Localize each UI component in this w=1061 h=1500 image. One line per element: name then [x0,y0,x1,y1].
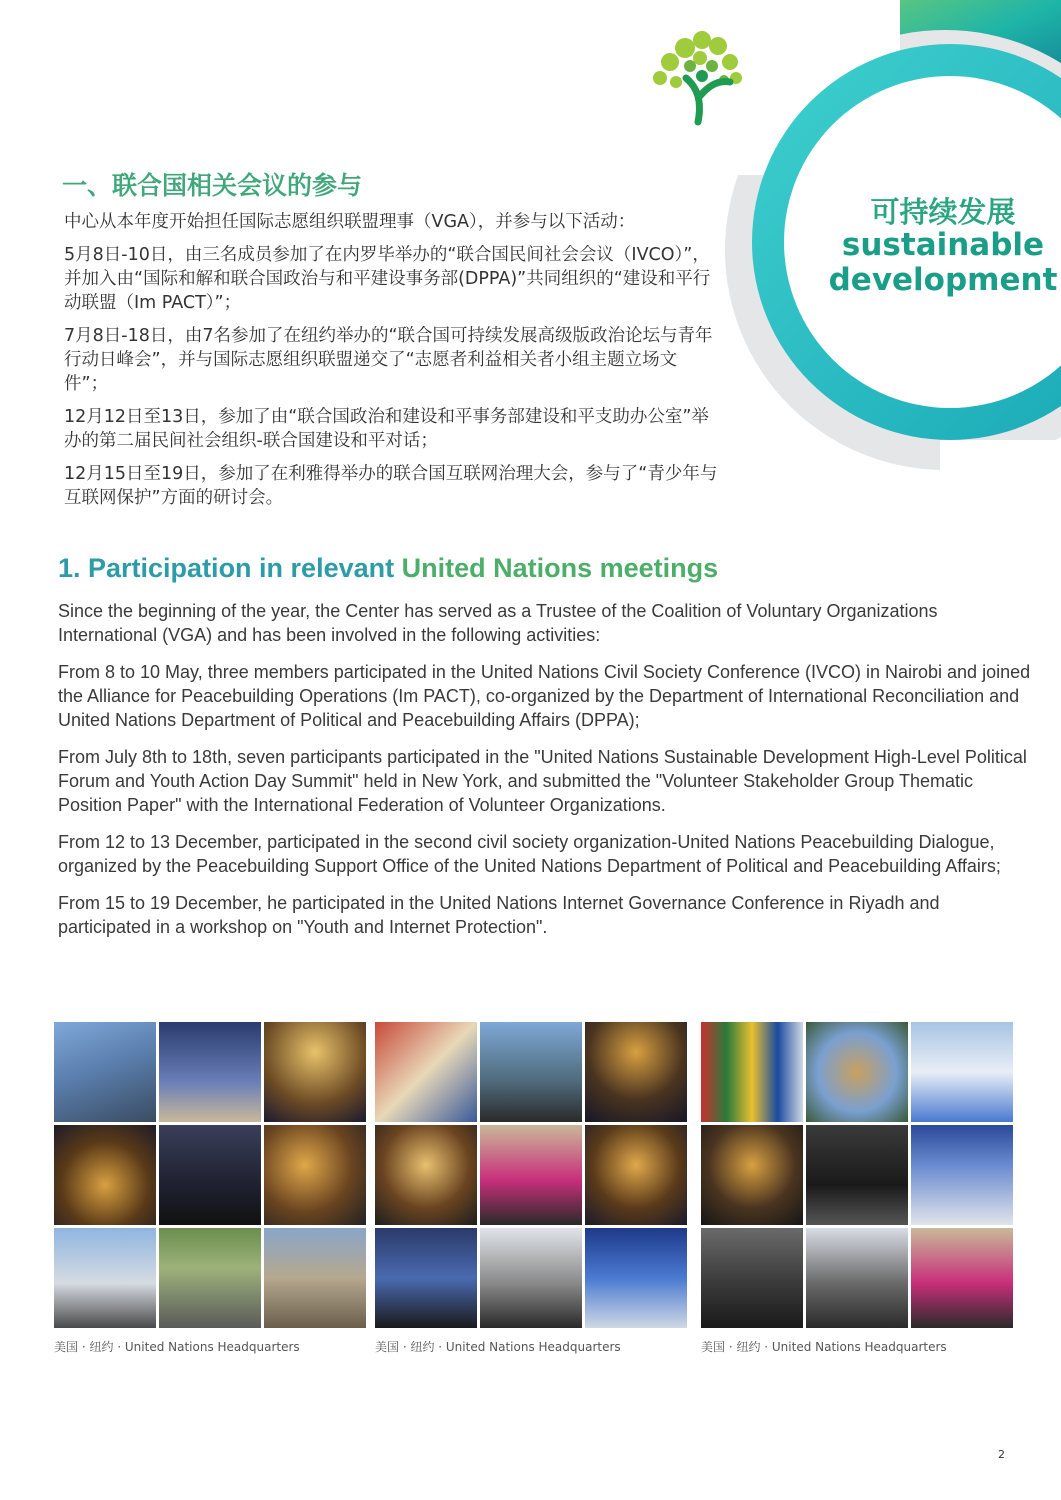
photo [264,1022,366,1122]
photo [701,1022,803,1122]
en-section-body [58,599,1033,952]
cn-paragraph: 7月8日-18日，由7名参加了在纽约举办的“联合国可持续发展高级版政治论坛与青年行动日峰会”，并与国际志愿组织联盟递交了“志愿者利益相关者小组主题立场文件”； [64,326,713,394]
gallery-caption: 美国 · 纽约 · United Nations Headquarters [54,1340,300,1354]
cn-paragraph: 5月8日-10日，由三名成员参加了在内罗毕举办的“联合国民间社会会议（IVCO）”，并加入由“国际和解和联合国政治与和平建设事务部(DPPA)”共同组织的“建设和平行动联盟（Im PACT）”； [64,245,711,313]
photo [159,1228,261,1328]
en-title-part2: United Nations meetings [401,553,719,583]
badge-en-line1: sustainable [841,227,1045,263]
photo-gallery-3 [701,1022,1013,1355]
photo [911,1022,1013,1122]
photo [54,1022,156,1122]
badge-en-line2: development [828,261,1058,298]
photo [585,1228,687,1328]
gallery-caption: 美国 · 纽约 · United Nations Headquarters [701,1340,947,1354]
en-paragraph: From 8 to 10 May, three members participated in the United Nations Civil Society Conference (IVCO) in Nairobi and joined the Alliance for Peacebuilding Operations (Im PACT), co-organized by the Department of International Reconciliation and United Nations Department of Political and Peacebuilding Affairs (DPPA); [58,662,1031,730]
photo [480,1022,582,1122]
photo [585,1022,687,1122]
photo [480,1228,582,1328]
photo [701,1125,803,1225]
badge-title-cn: 可持续发展 [870,195,1016,229]
photo [264,1228,366,1328]
cn-section-body [64,210,720,519]
photo [806,1228,908,1328]
photo [159,1125,261,1225]
photo [54,1228,156,1328]
en-title-part1: 1. Participation in relevant [58,553,402,583]
photo [911,1125,1013,1225]
page-number: 2 [998,1448,1005,1461]
photo-gallery-1 [54,1022,366,1355]
photo-gallery-2 [375,1022,687,1355]
photo [375,1022,477,1122]
en-paragraph: Since the beginning of the year, the Center has served as a Trustee of the Coalition of Voluntary Organizations International (VGA) and has been involved in the following activities: [58,601,938,645]
cn-paragraph: 12月12日至13日，参加了由“联合国政治和建设和平事务部建设和平支助办公室”举办的第二届民间社会组织-联合国建设和平对话； [64,407,709,451]
en-section-title [58,553,718,584]
cn-paragraph: 中心从本年度开始担任国际志愿组织联盟理事（VGA），并参与以下活动： [64,212,636,232]
gallery-caption: 美国 · 纽约 · United Nations Headquarters [375,1340,621,1354]
photo [264,1125,366,1225]
cn-section-title: 一、联合国相关会议的参与 [62,171,363,200]
en-paragraph: From 12 to 13 December, participated in the second civil society organization-United Nations Peacebuilding Dialogue, organized by the Peacebuilding Support Office of the United Nations Department of Political and Peacebuilding Affairs; [58,832,1001,876]
badge-title-en [828,228,1058,297]
photo [911,1228,1013,1328]
photo [806,1022,908,1122]
photo [806,1125,908,1225]
cn-paragraph: 12月15日至19日，参加了在利雅得举办的联合国互联网治理大会，参与了“青少年与互联网保护”方面的研讨会。 [64,464,718,508]
photo [54,1125,156,1225]
en-paragraph: From July 8th to 18th, seven participants participated in the "United Nations Sustainable Development High-Level Political Forum and Youth Action Day Summit" held in New York, and submitted the "Volunteer Stakeholder Group Thematic Position Paper" with the International Federation of Volunteer Organizations. [58,747,1027,815]
tree-logo-icon [640,22,750,126]
en-paragraph: From 15 to 19 December, he participated in the United Nations Internet Governance Conference in Riyadh and participated in a workshop on "Youth and Internet Protection". [58,893,940,937]
photo [375,1228,477,1328]
photo [159,1022,261,1122]
photo [480,1125,582,1225]
photo [375,1125,477,1225]
photo [585,1125,687,1225]
photo [701,1228,803,1328]
